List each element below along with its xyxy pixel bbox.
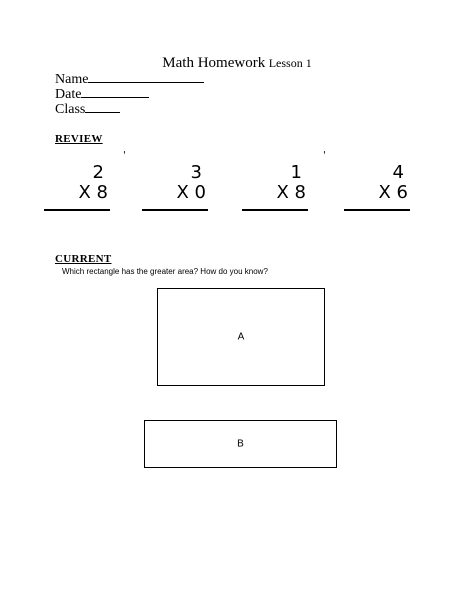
rectangle-b-label: B [237,438,244,450]
review-problem-4 [348,163,408,203]
rectangle-a [157,288,325,386]
name-label: Name [55,72,89,87]
answer-line [142,209,208,211]
title-sub: Lesson 1 [268,56,312,70]
answer-line [242,209,308,211]
class-line[interactable] [85,100,120,113]
date-label: Date [55,87,82,102]
answer-line [344,209,410,211]
class-label: Class [55,102,86,117]
rectangle-a-label: A [237,331,245,343]
problem-top-number: 4 [392,162,404,183]
problem-top-number: 2 [92,162,104,183]
rectangle-b [144,420,337,468]
problem-bottom-number: X 8 [78,182,108,203]
question-text: Which rectangle has the greater area? How do you know? [62,267,268,276]
problem-top-number: 1 [290,162,302,183]
date-line[interactable] [81,85,149,98]
tick-mark: ' [323,150,326,161]
problem-bottom-number: X 8 [276,182,306,203]
problem-bottom-number: X 0 [176,182,206,203]
answer-line [44,209,110,211]
current-heading: CURRENT [55,253,112,265]
title-main: Math Homework [162,55,266,71]
problem-bottom-number: X 6 [378,182,408,203]
review-heading: REVIEW [55,133,103,145]
class-field[interactable] [55,100,120,117]
tick-mark: ' [123,150,126,161]
review-problem-3 [246,163,306,203]
review-problem-2 [146,163,206,203]
problem-top-number: 3 [190,162,202,183]
name-line[interactable] [88,70,204,83]
review-problem-1 [48,163,108,203]
